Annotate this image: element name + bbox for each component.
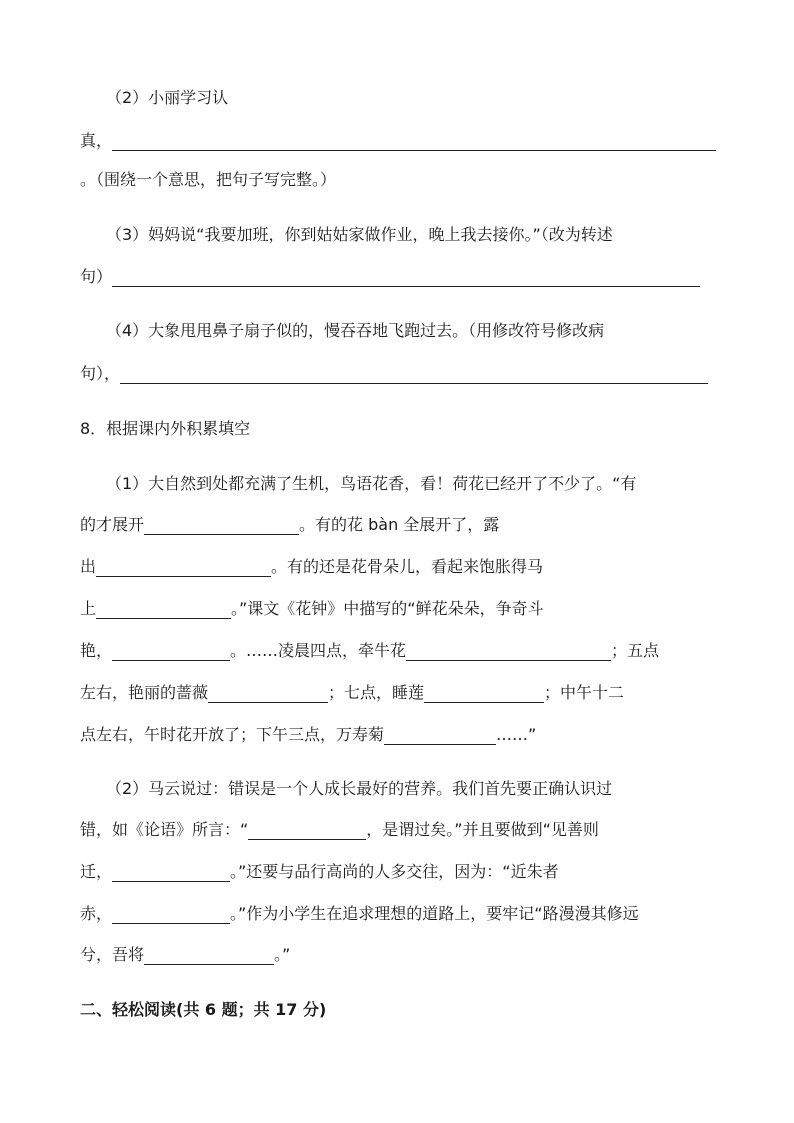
q8-p2-text: 。”	[274, 945, 291, 964]
q7-s3-line1: （3）妈妈说“我要加班，你到姑姑家做作业，晚上我去接你。”（改为转述	[106, 225, 613, 244]
q8-p1-text: 出	[80, 557, 97, 576]
q7-s4-prefix: 句），	[80, 364, 121, 383]
q8-p1-text: ；中午十二	[544, 683, 625, 702]
q7-s3-answer-blank[interactable]	[112, 269, 700, 287]
q8-p1-blank-4[interactable]	[112, 643, 230, 661]
q7-s4-line1: （4）大象甩甩鼻子扇子似的，慢吞吞地飞跑过去。（用修改符号修改病	[106, 321, 605, 340]
q8-p1-line5	[80, 640, 659, 662]
q8-p1-text: ……”	[496, 725, 537, 744]
q8-p1-blank-6[interactable]	[208, 685, 328, 703]
q8-p2-text: 兮，吾将	[80, 945, 145, 964]
section-2-heading: 二、轻松阅读(共 6 题；共 17 分)	[80, 1000, 327, 1019]
q8-p1-line4	[80, 598, 544, 620]
q8-p1-text: 上	[80, 599, 97, 618]
q8-p1-text: ；五点	[611, 641, 660, 660]
q8-p1-line3	[80, 556, 543, 578]
q8-p1-text: 。有的还是花骨朵儿，看起来饱胀得马	[271, 557, 544, 576]
q8-p2-line5	[80, 944, 290, 966]
q8-title: 8．根据课内外积累填空	[80, 419, 251, 438]
q8-p2-text: ，是谓过矣。”并且要做到“见善则	[366, 820, 599, 839]
q8-p2-text: 迁，	[80, 862, 113, 881]
q8-p2-text: 赤，	[80, 904, 113, 923]
q8-p1-blank-5[interactable]	[406, 643, 611, 661]
q8-p2-blank-1[interactable]	[248, 822, 366, 840]
q8-p1-blank-8[interactable]	[384, 727, 496, 745]
q8-p2-text: 错，如《论语》所言：“	[80, 820, 249, 839]
q8-p1-line6	[80, 682, 624, 704]
q8-p1-line7	[80, 724, 536, 746]
q8-p2-line1: （2）马云说过：错误是一个人成长最好的营养。我们首先要正确认识过	[106, 779, 613, 798]
q8-p1-line2	[80, 514, 499, 536]
q8-p2-blank-4[interactable]	[144, 947, 274, 965]
q7-s2-prefix: 真，	[80, 131, 113, 150]
q8-p1-blank-1[interactable]	[144, 517, 299, 535]
q8-p2-line2	[80, 819, 599, 841]
q8-p2-text: 。”还要与品行高尚的人多交往，因为：“近朱者	[230, 862, 559, 881]
q8-p1-text: ；七点，睡莲	[328, 683, 425, 702]
q7-s2-answer-line	[80, 130, 720, 152]
q8-p1-blank-2[interactable]	[96, 559, 271, 577]
q8-p2-blank-2[interactable]	[112, 864, 230, 882]
q8-p2-line4	[80, 903, 639, 925]
q7-s3-answer-line	[80, 266, 720, 288]
q7-s2-suffix: 。（围绕一个意思，把句子写完整。）	[80, 170, 337, 189]
q8-p1-text: 左右，艳丽的蔷薇	[80, 683, 209, 702]
q7-s2-line1: （2）小丽学习认	[106, 88, 229, 107]
q8-p1-text: 。……凌晨四点，牵牛花	[230, 641, 407, 660]
q8-p1-text: 点左右，午时花开放了；下午三点，万寿菊	[80, 725, 385, 744]
q8-p1-text: 。”课文《花钟》中描写的“鲜花朵朵，争奇斗	[231, 599, 544, 618]
q8-p1-text: 的才展开	[80, 515, 145, 534]
q7-s4-answer-line	[80, 363, 720, 385]
q8-p1-blank-7[interactable]	[424, 685, 544, 703]
q8-p1-line1: （1）大自然到处都充满了生机，鸟语花香，看！荷花已经开了不少了。“有	[106, 474, 637, 493]
q8-p2-blank-3[interactable]	[112, 906, 230, 924]
q8-p1-text: 。有的花 bàn 全展开了，露	[299, 515, 500, 534]
q8-p2-line3	[80, 861, 559, 883]
q7-s2-answer-blank[interactable]	[112, 133, 716, 151]
q8-p1-text: 艳，	[80, 641, 113, 660]
q8-p2-text: 。”作为小学生在追求理想的道路上，要牢记“路漫漫其修远	[230, 904, 639, 923]
q7-s3-prefix: 句）	[80, 267, 113, 286]
q8-p1-blank-3[interactable]	[96, 601, 231, 619]
q7-s4-answer-blank[interactable]	[120, 366, 708, 384]
